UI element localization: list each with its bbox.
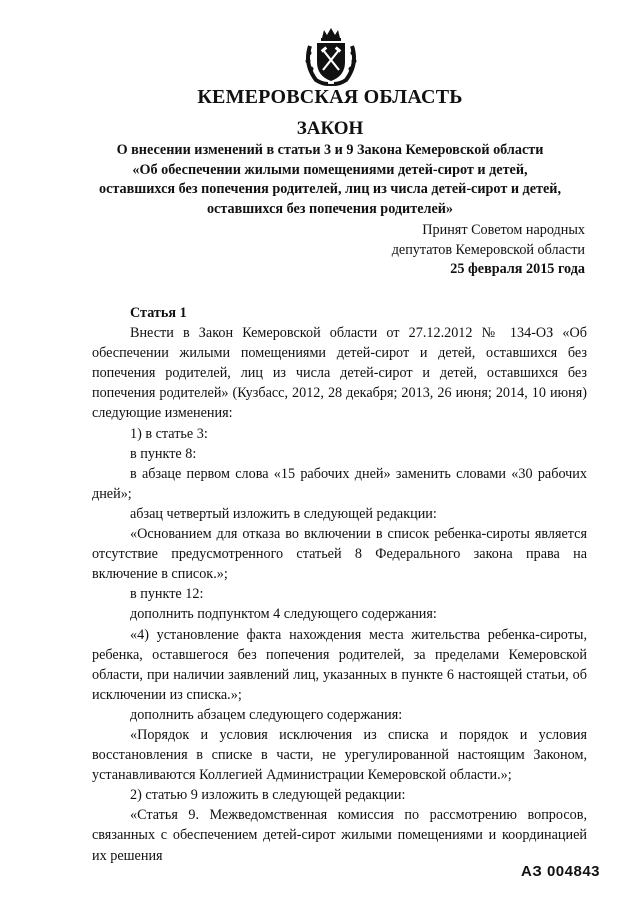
subject-line: О внесении изменений в статьи 3 и 9 Закона Кемеровской области (116, 142, 544, 158)
document-body (92, 303, 587, 866)
paragraph: «Основанием для отказа во включении в список ребенка-сироты является отсутствие предусмотренного статьей 8 Федерального закона права на включение в список.»; (92, 526, 587, 583)
paragraph: Внести в Закон Кемеровской области от 27.12.2012 № 134-ОЗ «Об обеспечении жилыми помещениями детей-сирот и детей, оставшихся без попечения родителей, лиц из числа детей-сирот и детей, оставшихся без попечения родителей» (Кузбасс, 2012, 28 декабря; 2013, 26 июня; 2014, 10 июня) следующие изменения: (92, 325, 587, 422)
adoption-line: Принят Советом народных (422, 222, 585, 238)
subject-line: оставшихся без попечения родителей, лиц из числа детей-сирот и детей, (98, 181, 562, 197)
paragraph: в пункте 8: (130, 445, 197, 462)
paragraph: в пункте 12: (130, 586, 204, 603)
adoption-block (392, 221, 585, 280)
paragraph: «Порядок и условия исключения из списка и порядок и условия восстановления в списке в части, не урегулированной настоящим Законом, устанавливаются Коллегией Администрации Кемеровской области.»; (92, 726, 587, 784)
paragraph: дополнить абзацем следующего содержания: (130, 706, 403, 723)
paragraph: в абзаце первом слова «15 рабочих дней» заменить словами «30 рабочих дней»; (92, 465, 587, 502)
paragraph: «4) установление факта нахождения места жительства ребенка-сироты, ребенка, оставшегося без попечения родителей, за пределами Кемеровской области, при наличии заявлений лиц, указанных в пункте 6 настоящей статьи, об исключении из списка.»; (92, 626, 587, 703)
article-heading: Статья 1 (130, 305, 187, 321)
paragraph: абзац четвертый изложить в следующей редакции: (130, 505, 437, 522)
region-title: КЕМЕРОВСКАЯ ОБЛАСТЬ (197, 86, 463, 108)
document-type: ЗАКОН (296, 118, 364, 139)
law-subject (60, 141, 600, 219)
paragraph: 1) в статье 3: (130, 425, 208, 442)
paragraph: 2) статью 9 изложить в следующей редакции: (130, 787, 406, 804)
subject-line: оставшихся без попечения родителей» (206, 200, 454, 217)
coat-of-arms-icon (302, 26, 360, 88)
paragraph: дополнить подпунктом 4 следующего содержания: (130, 606, 437, 623)
serial-number: АЗ 004843 (521, 863, 600, 880)
paragraph: «Статья 9. Межведомственная комиссия по рассмотрению вопросов, связанных с обеспечением детей-сирот жилыми помещениями и координацией их решения (92, 807, 587, 864)
adoption-line: депутатов Кемеровской области (391, 241, 585, 258)
subject-line: «Об обеспечении жилыми помещениями детей-сирот и детей, (132, 161, 528, 178)
adoption-date: 25 февраля 2015 года (450, 261, 585, 277)
